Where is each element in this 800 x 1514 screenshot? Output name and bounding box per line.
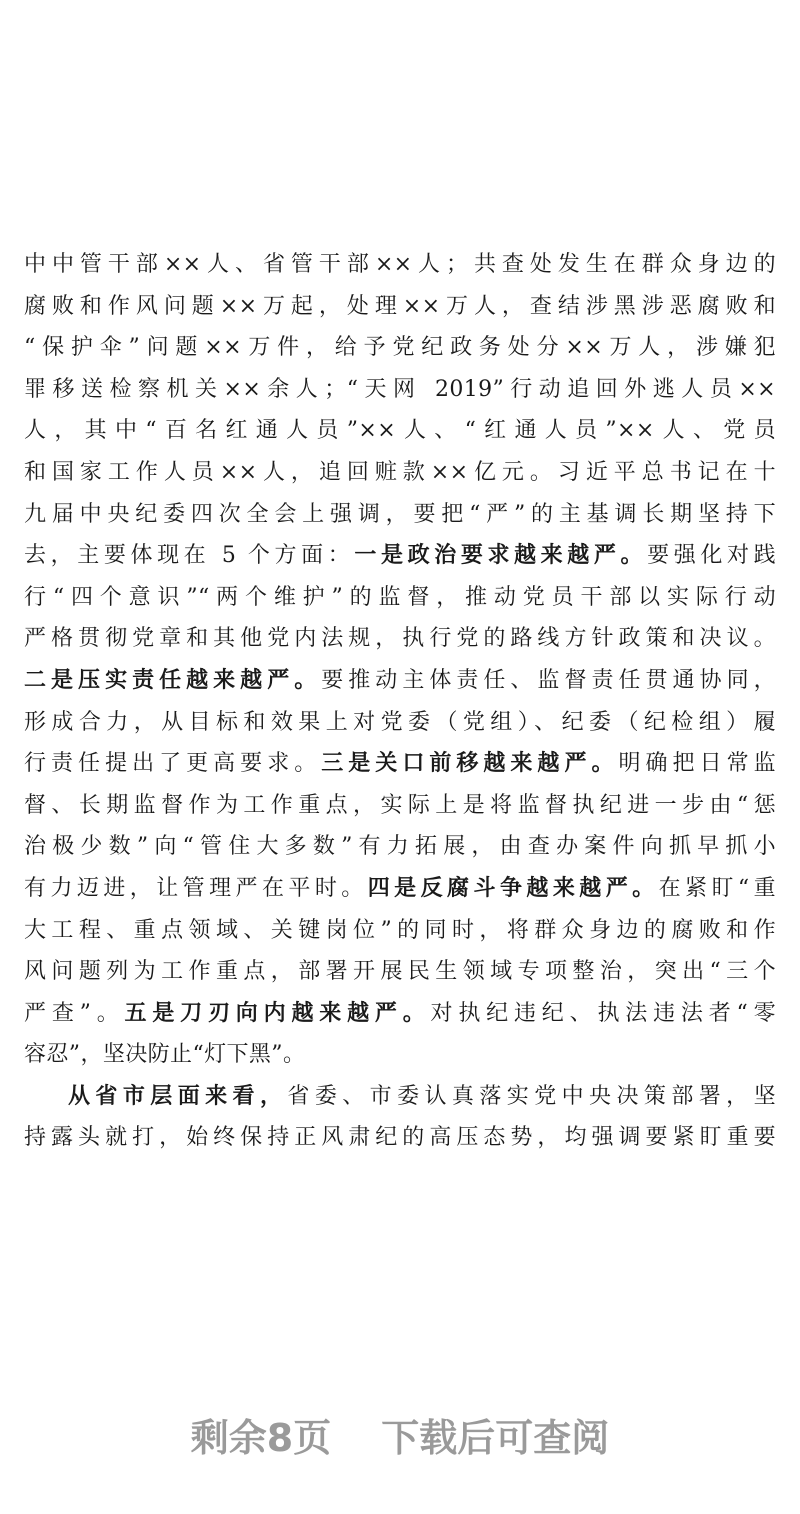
body-text: 大工程、重点领域、关键岗位”的同时，将群众身边的腐败和作 <box>24 917 776 943</box>
text-line <box>24 702 776 744</box>
text-line <box>24 868 776 910</box>
text-line <box>24 1117 776 1159</box>
text-line <box>24 910 776 952</box>
download-prompt[interactable] <box>0 1410 800 1466</box>
text-line <box>24 993 776 1035</box>
text-line <box>24 286 776 328</box>
body-text: “保护伞”问题××万件，给予党纪政务处分××万人，涉嫌犯 <box>24 335 776 361</box>
text-line <box>24 951 776 993</box>
body-text: 行“四个意识”“两个维护”的监督，推动党员干部以实际行动 <box>24 584 776 610</box>
text-line <box>24 577 776 619</box>
text-line <box>24 452 776 494</box>
body-text: 行责任提出了更高要求。 <box>24 751 322 777</box>
body-text: 有力迈进，让管理严在平时。 <box>24 875 368 901</box>
text-line <box>24 826 776 868</box>
text-line <box>24 535 776 577</box>
text-line <box>24 660 776 702</box>
text-line <box>24 494 776 536</box>
text-line <box>24 785 776 827</box>
body-text: 严查”。 <box>24 1000 125 1026</box>
text-line <box>24 369 776 411</box>
body-text: 对执纪违纪、执法违法者“零 <box>430 1000 776 1026</box>
download-to-view-label: 下载后可查阅 <box>381 1416 610 1460</box>
body-text: 明确把日常监 <box>618 751 777 777</box>
body-text: 要强化对践 <box>647 543 776 569</box>
body-text: 持露头就打，始终保持正风肃纪的高压态势，均强调要紧盯重要 <box>24 1125 776 1151</box>
body-text: 人，其中“百名红通人员”××人、“红通人员”××人、党员 <box>24 418 776 444</box>
body-text: 治极少数”向“管住大多数”有力拓展，由查办案件向抓早抓小 <box>24 834 776 860</box>
bold-heading-text: 三是关口前移越来越严。 <box>321 750 619 777</box>
body-text: 要推动主体责任、监督责任贯通协同， <box>321 667 776 693</box>
text-line <box>24 743 776 785</box>
text-line <box>24 327 776 369</box>
document-body <box>24 244 776 1159</box>
body-text: 风问题列为工作重点，部署开展民生领域专项整治，突出“三个 <box>24 959 776 985</box>
bold-heading-text: 二是压实责任越来越严。 <box>24 666 322 693</box>
remaining-pages-label: 剩余8页 <box>190 1416 332 1460</box>
body-text: 罪移送检察机关××余人；“天网 2019”行动追回外逃人员×× <box>24 376 776 402</box>
body-text: 督、长期监督作为工作重点，实际上是将监督执纪进一步由“惩 <box>24 792 776 818</box>
body-text: 腐败和作风问题××万起，处理××万人，查结涉黑涉恶腐败和 <box>24 293 776 319</box>
bold-heading-text: 四是反腐斗争越来越严。 <box>367 874 659 901</box>
text-line <box>24 410 776 452</box>
body-text: 去，主要体现在 5 个方面： <box>24 543 355 569</box>
text-line <box>24 1076 776 1118</box>
body-text: 中中管干部××人、省管干部××人；共查处发生在群众身边的 <box>24 252 776 277</box>
bold-heading-text: 一是政治要求越来越严。 <box>354 542 648 569</box>
body-text: 在紧盯“重 <box>658 875 777 901</box>
bold-heading-text: 从省市层面来看， <box>68 1082 288 1109</box>
body-text: 容忍”，坚决防止“灯下黑”。 <box>24 1042 306 1068</box>
bold-heading-text: 五是刀刃向内越来越严。 <box>124 999 431 1026</box>
text-line <box>24 244 776 286</box>
body-text: 严格贯彻党章和其他党内法规，执行党的路线方针政策和决议。 <box>24 626 776 652</box>
body-text: 和国家工作人员××人，追回赃款××亿元。习近平总书记在十 <box>24 459 776 485</box>
body-text: 省委、市委认真落实党中央决策部署，坚 <box>287 1083 776 1109</box>
body-text: 形成合力，从目标和效果上对党委（党组）、纪委（纪检组）履 <box>24 709 776 735</box>
body-text: 九届中央纪委四次全会上强调，要把“严”的主基调长期坚持下 <box>24 501 776 527</box>
text-line <box>24 1034 776 1076</box>
text-line <box>24 618 776 660</box>
